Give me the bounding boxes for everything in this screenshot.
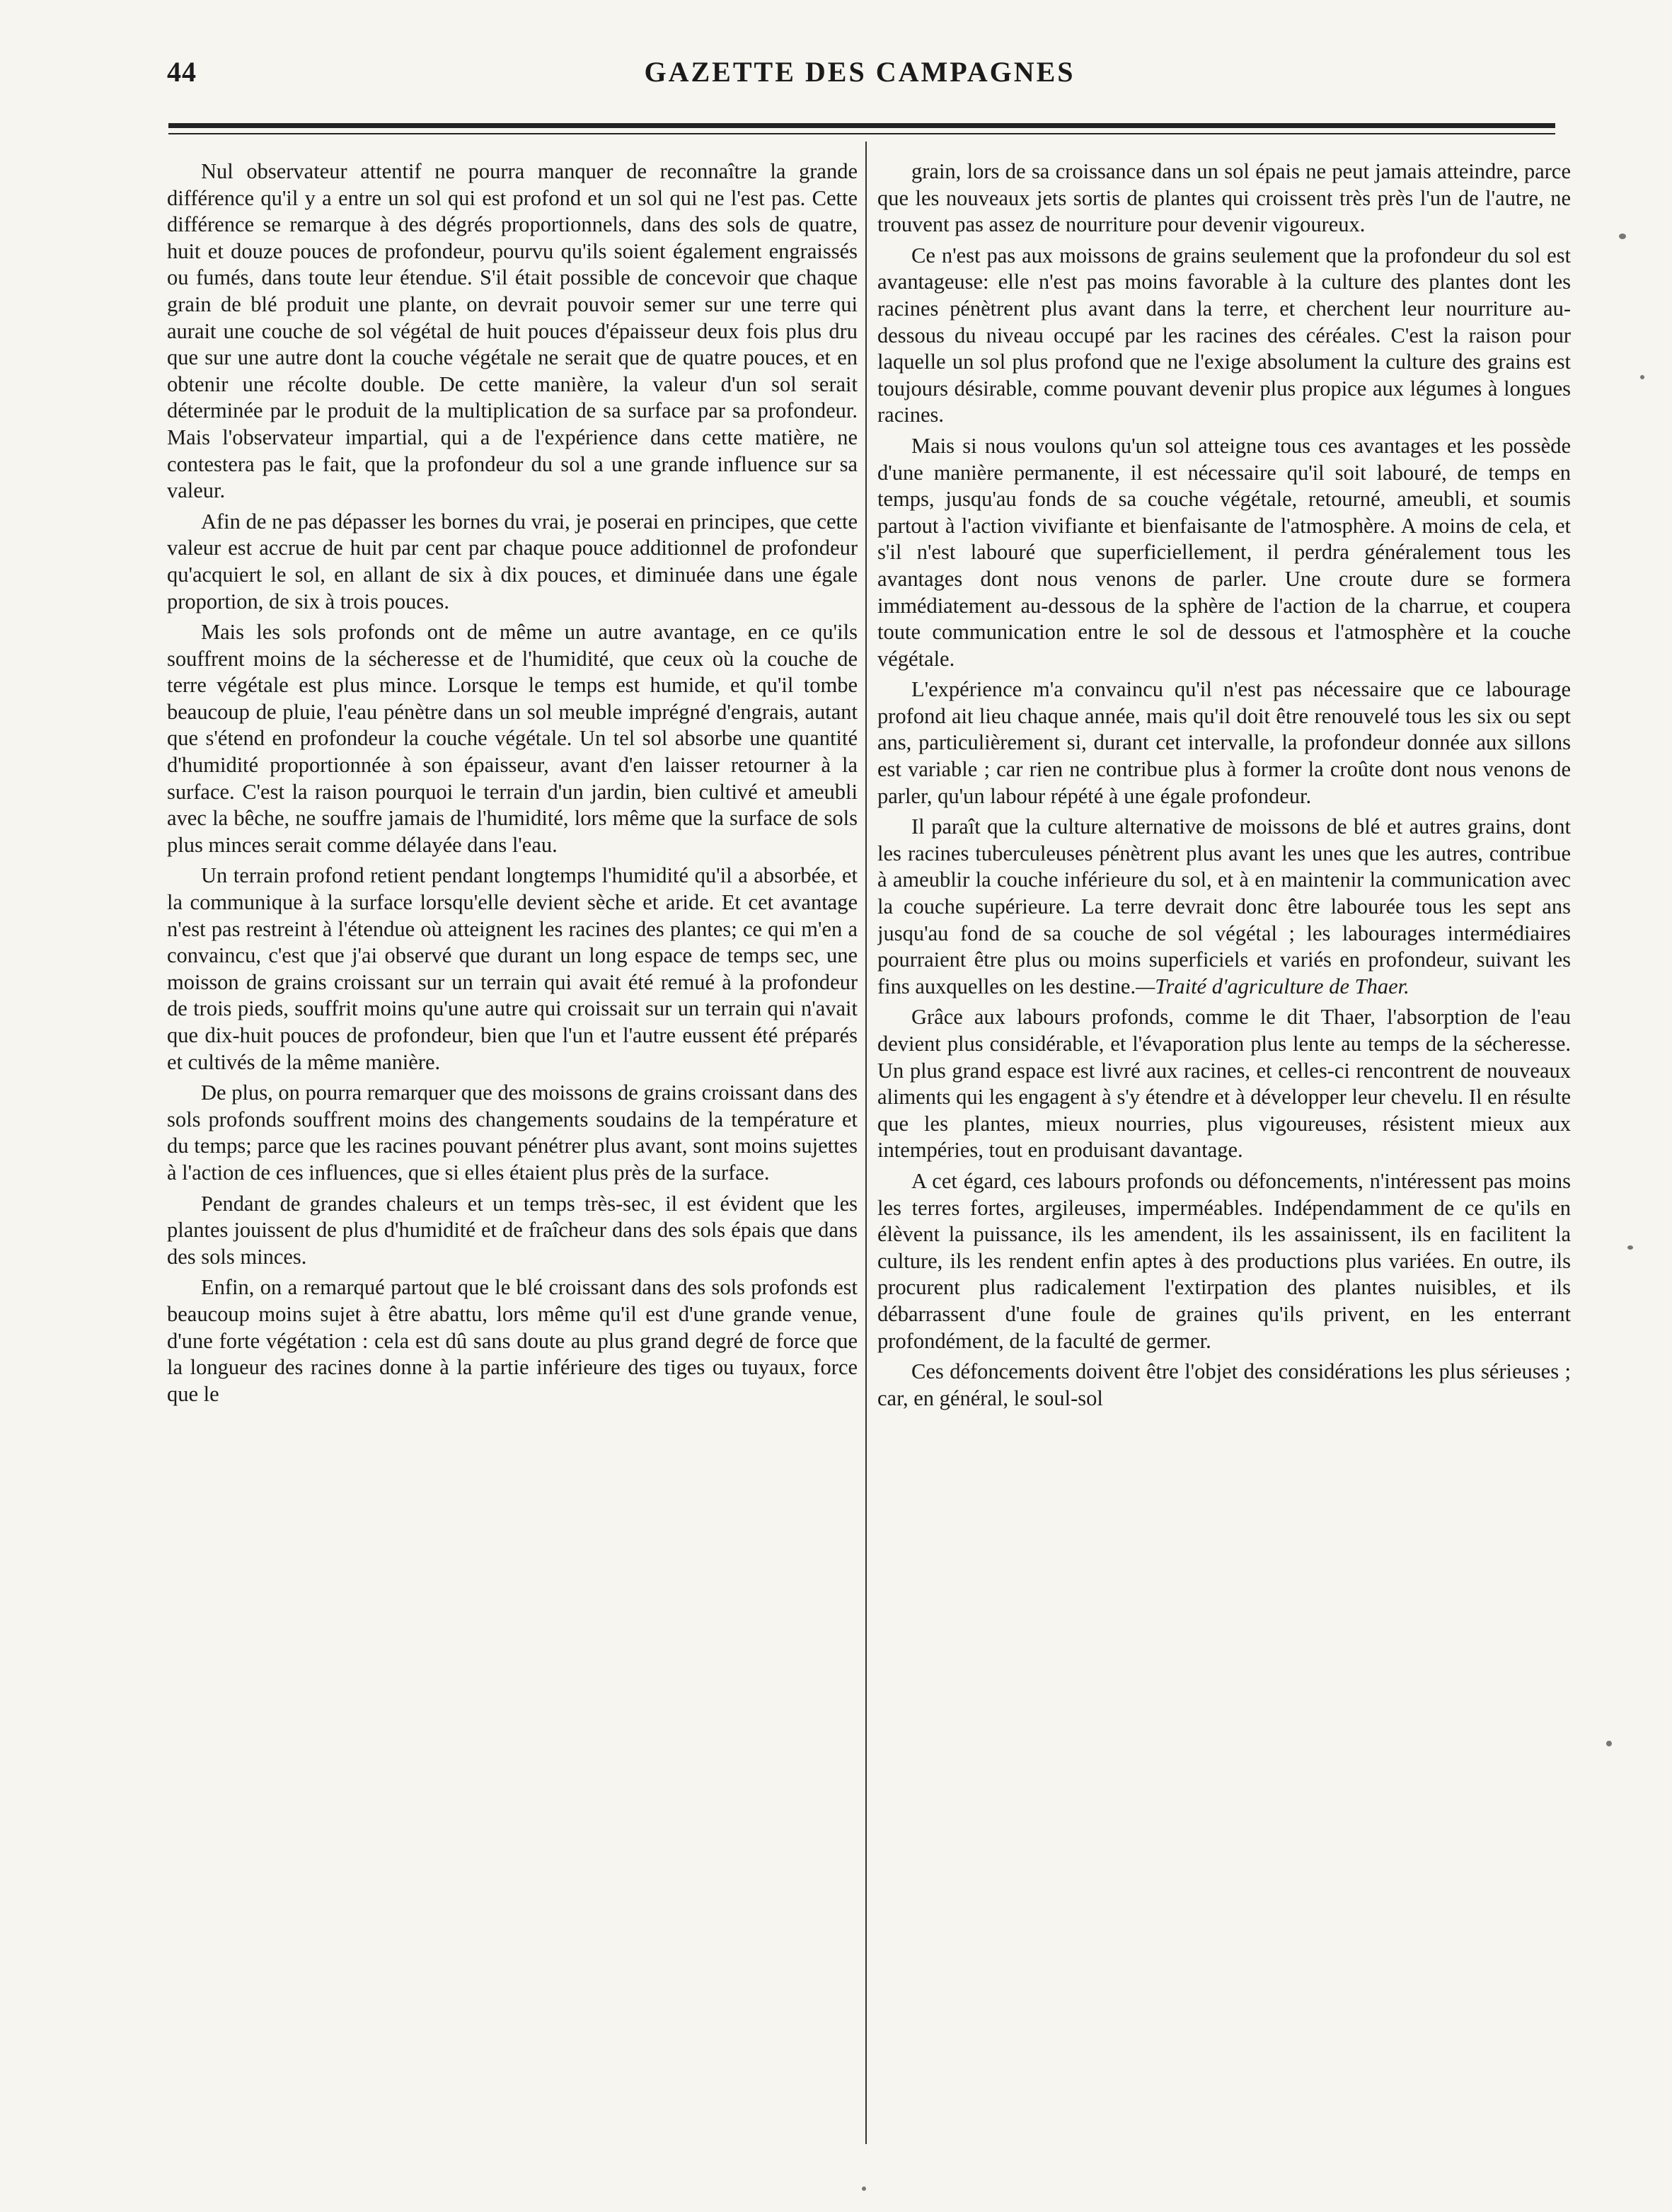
paragraph: L'expérience m'a convaincu qu'il n'est pas nécessaire que ce labourage profond ait lieu chaque année, mais qu'il doit être renouvelé tous les six ou sept ans, particulièrement si, durant cet intervalle, la profondeur donnée aux sillons est variable ; car rien ne contribue plus à former la croûte dont nous venons de parler, qu'un labour répété à une égale profondeur. — [877, 677, 1571, 808]
paragraph: Pendant de grandes chaleurs et un temps très-sec, il est évident que les plantes jouissent de plus d'humidité et de fraîcheur dans des sols épais que dans des sols minces. — [167, 1191, 858, 1269]
header-rule-thick — [168, 123, 1555, 128]
paragraph: De plus, on pourra remarquer que des moissons de grains croissant dans des sols profonds souffrent moins des changements soudains de la température et du temps; parce que les racines pouvant pénétrer plus avant, sont moins sujettes à l'action de ces influences, que si elles étaient plus près de la surface. — [167, 1081, 858, 1185]
column-divider — [865, 142, 867, 2144]
journal-title: GAZETTE DES CAMPAGNES — [644, 56, 1076, 88]
citation: —Traité d'agriculture de Thaer. — [1136, 974, 1409, 998]
paragraph: Un terrain profond retient pendant longtemps l'humidité qu'il a absorbée, et la communique à la surface lorsqu'elle devient sèche et aride. Et cet avantage n'est pas restreint à l'étendue où atteignent les racines des plantes; ce qui m'en a convaincu, c'est que j'ai observé que durant un long espace de temps sec, une moisson de grains croissant sur un terrain qui avait été remué à la profondeur de trois pieds, souffrit moins qu'une autre qui croissait sur un terrain qui n'avait que dix-huit pouces de profondeur, bien que l'un et l'autre eussent été préparés et cultivés de la même manière. — [167, 863, 858, 1074]
page-header — [167, 55, 1552, 98]
header-rule-thin — [168, 133, 1555, 134]
print-speck — [862, 2187, 866, 2191]
left-column — [167, 159, 858, 2133]
print-speck — [1640, 375, 1644, 379]
print-speck — [1627, 1245, 1633, 1250]
paragraph: Afin de ne pas dépasser les bornes du vrai, je poserai en principes, que cette valeur est accrue de huit par cent par chaque pouce additionnel de profondeur qu'acquiert le sol, en allant de six à dix pouces, et diminuée dans une égale proportion, de six à trois pouces. — [167, 509, 858, 614]
paragraph: A cet égard, ces labours profonds ou défoncements, n'intéressent pas moins les terres fortes, argileuses, imperméables. Indépendamment de ce qu'ils en élèvent la puissance, ils les amendent, ils les assainissent, ils en facilitent la culture, ils les rendent enfin aptes à des productions plus variées. En outre, ils procurent plus radicalement l'extirpation des plantes nuisibles, et ils débarrassent d'une foule de graines qu'ils privent, en les enterrant profondément, de la faculté de germer. — [877, 1168, 1571, 1353]
page-number: 44 — [167, 56, 197, 88]
paragraph: Grâce aux labours profonds, comme le dit Thaer, l'absorption de l'eau devient plus considérable, et l'évaporation plus lente au temps de la sécheresse. Un plus grand espace est livré aux racines, et celles-ci rencontrent de nouveaux aliments qui les engagent à s'y étendre et à développer leur chevelu. Il en résulte que les plantes, mieux nourries, plus vigoureuses, résistent mieux aux intempéries, tout en produisant davantage. — [877, 1005, 1571, 1163]
paragraph: Nul observateur attentif ne pourra manquer de reconnaître la grande différence qu'il y a entre un sol qui est profond et un sol qui ne l'est pas. Cette différence se remarque à des dégrés proportionnels, dans des sols de quatre, huit et douze pouces de profondeur, pourvu qu'ils soient également engraissés ou fumés, dans toute leur étendue. S'il était possible de concevoir que chaque grain de blé produit une plante, on devrait pouvoir semer sur une terre qui aurait une couche de sol végétal de huit pouces d'épaisseur deux fois plus dru que sur une autre dont la couche végétale ne serait que de quatre pouces, et en obtenir une récolte double. De cette manière, la valeur d'un sol serait déterminée par le produit de la multiplication de sa surface par sa profondeur. Mais l'observateur impartial, qui a de l'expérience dans cette matière, ne contestera pas le fait, que la profondeur du sol a une grande influence sur sa valeur. — [167, 159, 858, 503]
paragraph: Ce n'est pas aux moissons de grains seulement que la profondeur du sol est avantageuse: elle n'est pas moins favorable à la culture des plantes dont les racines pénètrent plus avant dans la terre, et cherchent leur nourriture au-dessous du niveau occupé par les racines des céréales. C'est la raison pour laquelle un sol plus profond que ne l'exige absolument la culture des grains est toujours désirable, comme pouvant devenir plus propice aux légumes à longues racines. — [877, 243, 1571, 427]
paragraph: Ces défoncements doivent être l'objet des considérations les plus sérieuses ; car, en général, le soul-sol — [877, 1359, 1571, 1410]
paragraph: Enfin, on a remarqué partout que le blé croissant dans des sols profonds est beaucoup moins sujet à être abattu, lors même qu'il est d'une grande venue, d'une forte végétation : cela est dû sans doute au plus grand degré de force que la longueur des racines donne à la partie inférieure des tiges ou tuyaux, force que le — [167, 1275, 858, 1406]
print-speck — [1606, 1741, 1612, 1746]
paragraph-with-citation — [877, 814, 1571, 1000]
paragraph: Mais les sols profonds ont de même un autre avantage, en ce qu'ils souffrent moins de la sécheresse et de l'humidité, que ceux où la couche de terre végétale est plus mince. Lorsque le temps est humide, et qu'il tombe beaucoup de pluie, l'eau pénètre dans un sol meuble imprégné d'engrais, autant que s'étend en profondeur la couche végétale. Un tel sol absorbe une quantité d'humidité proportionnée à son épaisseur, avant d'en laisser retourner à la surface. C'est la raison pourquoi le terrain d'un jardin, bien cultivé et ameubli avec la bêche, ne souffre jamais de l'humidité, lors même que la surface de sols plus minces serait comme délayée dans l'eau. — [167, 620, 858, 857]
paragraph-text: Il paraît que la culture alternative de moissons de blé et autres grains, dont les racines tuberculeuses pénètrent plus avant les unes que les autres, contribue à ameublir la couche inférieure du sol, et à en maintenir la communication avec la couche supérieure. La terre devrait donc être labourée tous les sept ans jusqu'au fond de sa couche de sol végétal ; les labourages intermédiaires pourraient être plus ou moins superficiels et variés en profondeur, suivant les fins auxquelles on les destine. — [877, 814, 1571, 998]
paragraph: Mais si nous voulons qu'un sol atteigne tous ces avantages et les possède d'une manière permanente, il est nécessaire qu'il soit labouré, de temps en temps, jusqu'au fonds de sa couche végétale, retourné, ameubli, et soumis partout à l'action vivifiante et bienfaisante de l'atmosphère. A moins de cela, et s'il n'est labouré que superficiellement, il perdra généralement tous les avantages dont nous venons de parler. Une croute dure se formera immédiatement au-dessous de la sphère de l'action de la charrue, et coupera toute communication entre le sol de dessous et l'atmosphère et la couche végétale. — [877, 433, 1571, 671]
print-speck — [1619, 234, 1626, 239]
paragraph: grain, lors de sa croissance dans un sol épais ne peut jamais atteindre, parce que les nouveaux jets sortis de plantes qui croissent très près l'un de l'autre, ne trouvent pas assez de nourriture pour devenir vigoureux. — [877, 159, 1571, 237]
right-column — [877, 159, 1571, 2133]
